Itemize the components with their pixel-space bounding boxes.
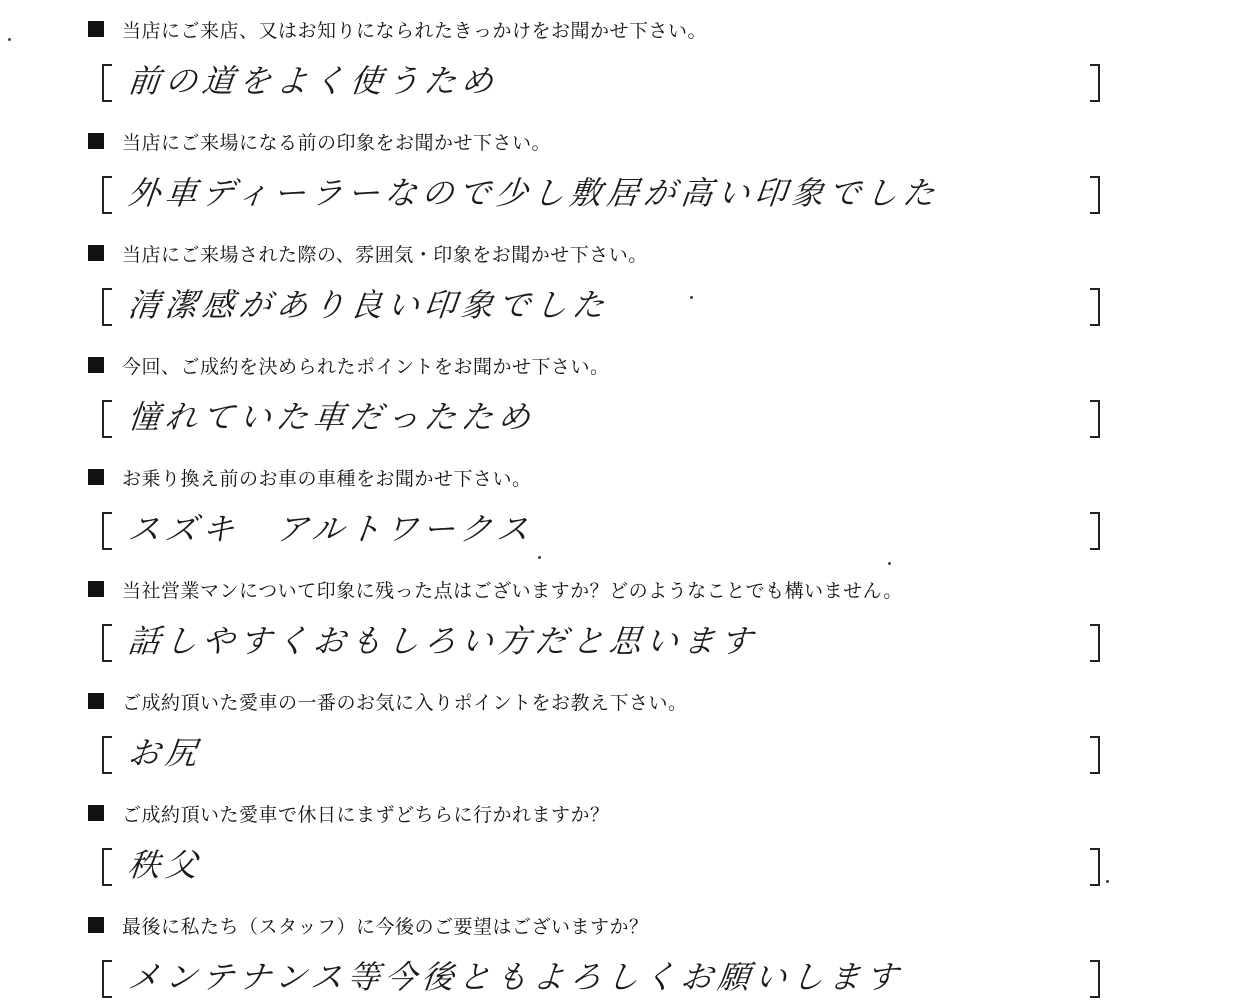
answer-row <box>100 386 1110 442</box>
survey-item <box>0 0 1242 112</box>
open-bracket-icon <box>102 176 112 214</box>
question-text: ご成約頂いた愛車の一番のお気に入りポイントをお教え下さい。 <box>122 691 688 714</box>
survey-item <box>0 336 1242 448</box>
question-row <box>88 128 551 154</box>
survey-item <box>0 896 1242 1008</box>
open-bracket-icon <box>102 64 112 102</box>
square-bullet-icon <box>88 469 104 485</box>
close-bracket-icon <box>1090 400 1100 438</box>
answer-row <box>100 722 1110 778</box>
square-bullet-icon <box>88 357 104 373</box>
open-bracket-icon <box>102 624 112 662</box>
close-bracket-icon <box>1090 960 1100 998</box>
survey-item <box>0 224 1242 336</box>
handwritten-answer: 話しやすくおもしろい方だと思います <box>126 622 760 660</box>
square-bullet-icon <box>88 21 104 37</box>
question-row <box>88 352 610 378</box>
question-text: 当店にご来店、又はお知りになられたきっかけをお聞かせ下さい。 <box>122 19 708 42</box>
scan-speck <box>538 556 541 559</box>
answer-row <box>100 610 1110 666</box>
open-bracket-icon <box>102 512 112 550</box>
square-bullet-icon <box>88 133 104 149</box>
question-text: 当店にご来場になる前の印象をお聞かせ下さい。 <box>122 131 552 154</box>
scan-speck <box>8 38 11 41</box>
square-bullet-icon <box>88 245 104 261</box>
question-row <box>88 16 707 42</box>
question-row <box>88 576 903 602</box>
close-bracket-icon <box>1090 624 1100 662</box>
question-text: お乗り換え前のお車の車種をお聞かせ下さい。 <box>122 467 532 490</box>
question-row <box>88 688 688 714</box>
question-row <box>88 240 648 266</box>
handwritten-answer: 清潔感があり良い印象でした <box>126 286 612 324</box>
square-bullet-icon <box>88 693 104 709</box>
survey-item <box>0 448 1242 560</box>
survey-item <box>0 672 1242 784</box>
question-text: 当店にご来場された際の、雰囲気・印象をお聞かせ下さい。 <box>122 243 648 266</box>
answer-row <box>100 50 1110 106</box>
question-text: 最後に私たち（スタッフ）に今後のご要望はございますか？ <box>122 915 649 938</box>
handwritten-answer: メンテナンス等今後ともよろしくお願いします <box>126 958 905 996</box>
close-bracket-icon <box>1090 64 1100 102</box>
answer-row <box>100 498 1110 554</box>
handwritten-answer: スズキ アルトワークス <box>126 510 536 548</box>
open-bracket-icon <box>102 960 112 998</box>
handwritten-answer: 前の道をよく使うため <box>126 62 501 100</box>
survey-item <box>0 784 1242 896</box>
handwritten-answer: お尻 <box>126 734 205 772</box>
close-bracket-icon <box>1090 176 1100 214</box>
answer-row <box>100 834 1110 890</box>
answer-row <box>100 274 1110 330</box>
answer-row <box>100 162 1110 218</box>
square-bullet-icon <box>88 805 104 821</box>
scan-speck <box>690 296 693 299</box>
answer-row <box>100 946 1110 1002</box>
question-row <box>88 912 649 938</box>
scan-speck <box>888 562 891 565</box>
question-text: 今回、ご成約を決められたポイントをお聞かせ下さい。 <box>122 355 610 378</box>
close-bracket-icon <box>1090 848 1100 886</box>
open-bracket-icon <box>102 288 112 326</box>
question-text: ご成約頂いた愛車で休日にまずどちらに行かれますか？ <box>122 803 610 826</box>
survey-item <box>0 560 1242 672</box>
survey-item <box>0 112 1242 224</box>
handwritten-answer: 外車ディーラーなので少し敷居が高い印象でした <box>126 174 942 212</box>
open-bracket-icon <box>102 400 112 438</box>
scan-speck <box>1106 880 1109 883</box>
question-text: 当社営業マンについて印象に残った点はございますか？どのようなことでも構いません。 <box>122 579 903 602</box>
open-bracket-icon <box>102 736 112 774</box>
question-row <box>88 464 532 490</box>
open-bracket-icon <box>102 848 112 886</box>
question-row <box>88 800 610 826</box>
handwritten-answer: 秩父 <box>126 846 205 884</box>
close-bracket-icon <box>1090 512 1100 550</box>
square-bullet-icon <box>88 581 104 597</box>
handwritten-answer: 憧れていた車だったため <box>126 398 538 436</box>
square-bullet-icon <box>88 917 104 933</box>
close-bracket-icon <box>1090 288 1100 326</box>
close-bracket-icon <box>1090 736 1100 774</box>
